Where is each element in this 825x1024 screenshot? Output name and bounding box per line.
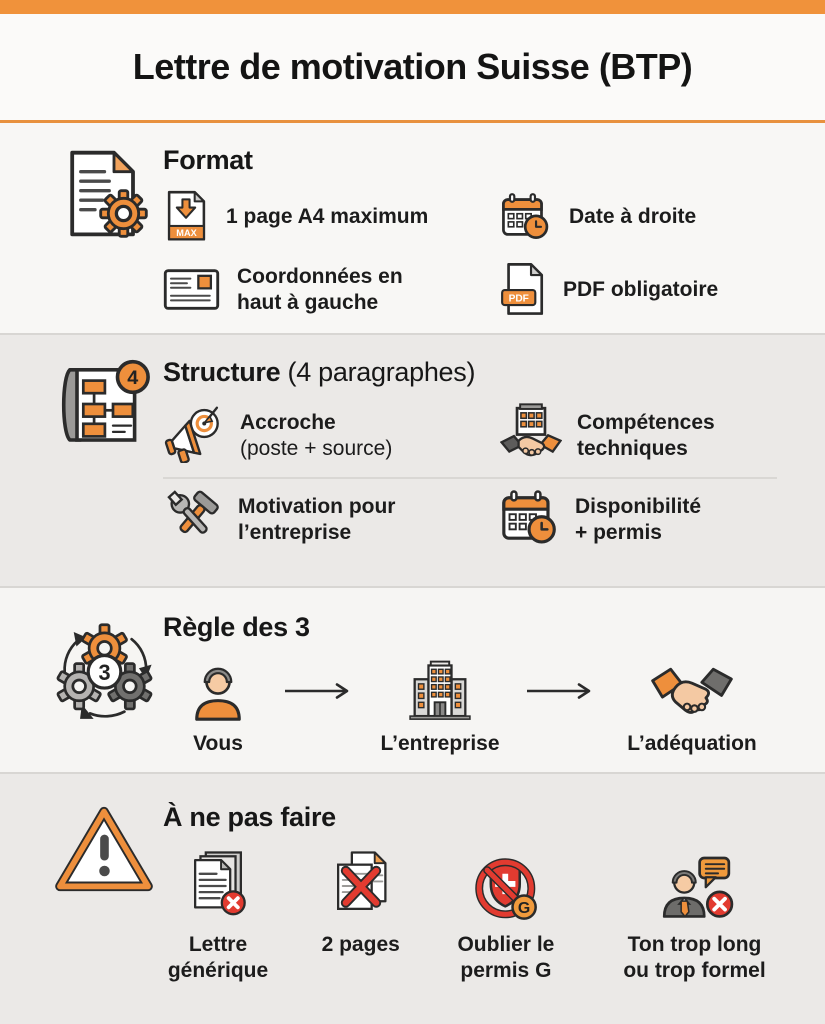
format-item-label: Date à droite bbox=[569, 205, 697, 229]
four-badge-text: 4 bbox=[127, 367, 139, 390]
rule3-step-label: L’entreprise bbox=[380, 732, 500, 755]
format-item-date bbox=[500, 190, 777, 244]
structure-item-line2: l’entreprise bbox=[238, 521, 352, 544]
structure-item-line1: Motivation pour bbox=[238, 495, 396, 519]
three-gears-icon bbox=[45, 612, 163, 772]
g-badge-text: G bbox=[517, 899, 531, 917]
top-orange-bar bbox=[0, 0, 825, 14]
structure-item-disponibilite bbox=[500, 487, 777, 553]
format-item-page-max bbox=[163, 190, 500, 244]
structure-heading-rest: (4 paragraphes) bbox=[280, 357, 476, 387]
structure-item-motivation bbox=[163, 487, 500, 553]
dont-item-label: Oublier le permis G bbox=[457, 933, 555, 982]
structure-item-line2: + permis bbox=[575, 521, 662, 544]
dont-item-lettre-generique bbox=[163, 847, 273, 983]
structure-item-line1: Compétences bbox=[577, 410, 715, 434]
rule3-step-entreprise bbox=[365, 657, 515, 756]
no-permit-g-icon bbox=[472, 847, 540, 923]
structure-item-line2: (poste + source) bbox=[240, 436, 393, 460]
structure-item-competences bbox=[500, 402, 777, 469]
structure-item-line1: Accroche bbox=[240, 410, 336, 434]
warning-triangle-icon bbox=[45, 802, 163, 1024]
format-heading: Format bbox=[163, 145, 253, 175]
donts-heading: À ne pas faire bbox=[163, 802, 336, 832]
calendar-clock-icon bbox=[500, 192, 552, 242]
pdf-file-icon bbox=[500, 262, 546, 317]
format-item-coordonnees bbox=[163, 262, 500, 317]
page-max-icon bbox=[163, 190, 209, 244]
formal-tone-cross-icon bbox=[655, 847, 735, 923]
header bbox=[0, 14, 825, 123]
section-donts bbox=[0, 772, 825, 1024]
section-format bbox=[0, 123, 825, 333]
contact-card-icon bbox=[163, 267, 220, 312]
structure-heading-bold: Structure bbox=[163, 357, 281, 387]
format-item-label: 1 page A4 maximum bbox=[226, 205, 429, 229]
structure-heading bbox=[163, 357, 777, 388]
generic-letters-cross-icon bbox=[186, 847, 250, 923]
page-title: Lettre de motivation Suisse (BTP) bbox=[132, 46, 693, 87]
structure-row-divider bbox=[163, 477, 777, 479]
dont-item-label: Ton trop long ou trop formel bbox=[623, 933, 766, 982]
handshake-icon bbox=[651, 657, 733, 721]
person-icon bbox=[190, 657, 246, 721]
dont-item-label: Lettre générique bbox=[167, 933, 269, 982]
dont-item-permis-g bbox=[448, 847, 563, 983]
rule3-heading: Règle des 3 bbox=[163, 612, 310, 642]
format-item-pdf bbox=[500, 262, 777, 317]
calendar-clock-icon bbox=[500, 489, 560, 552]
two-pages-cross-icon bbox=[329, 847, 393, 923]
rule3-step-vous bbox=[163, 657, 273, 756]
structure-item-line1: Disponibilité bbox=[575, 495, 701, 519]
dont-item-label: 2 pages bbox=[321, 933, 400, 956]
format-item-label: Coordonnées en haut à gauche bbox=[237, 264, 403, 314]
arrow-right-icon bbox=[515, 683, 607, 699]
megaphone-target-icon bbox=[163, 403, 225, 468]
rule3-step-adequation bbox=[607, 657, 777, 756]
format-item-label: PDF obligatoire bbox=[563, 277, 719, 301]
section-rule3 bbox=[0, 586, 825, 772]
pdf-badge-text: PDF bbox=[508, 293, 529, 305]
dont-item-ton-formel bbox=[612, 847, 777, 983]
three-badge-text: 3 bbox=[97, 659, 111, 685]
structure-item-accroche bbox=[163, 402, 500, 469]
document-gear-icon bbox=[45, 145, 163, 333]
section-structure bbox=[0, 333, 825, 586]
blueprint-icon bbox=[45, 357, 163, 586]
rule3-step-label: Vous bbox=[193, 732, 243, 755]
arrow-right-icon bbox=[273, 683, 365, 699]
dont-item-2-pages bbox=[322, 847, 400, 983]
company-building-icon bbox=[407, 657, 473, 721]
crossed-tools-icon bbox=[163, 488, 223, 553]
structure-item-line2: techniques bbox=[577, 436, 688, 460]
rule3-step-label: L’adéquation bbox=[627, 732, 757, 755]
building-handshake-icon bbox=[500, 402, 562, 469]
max-badge-text: MAX bbox=[176, 228, 197, 239]
